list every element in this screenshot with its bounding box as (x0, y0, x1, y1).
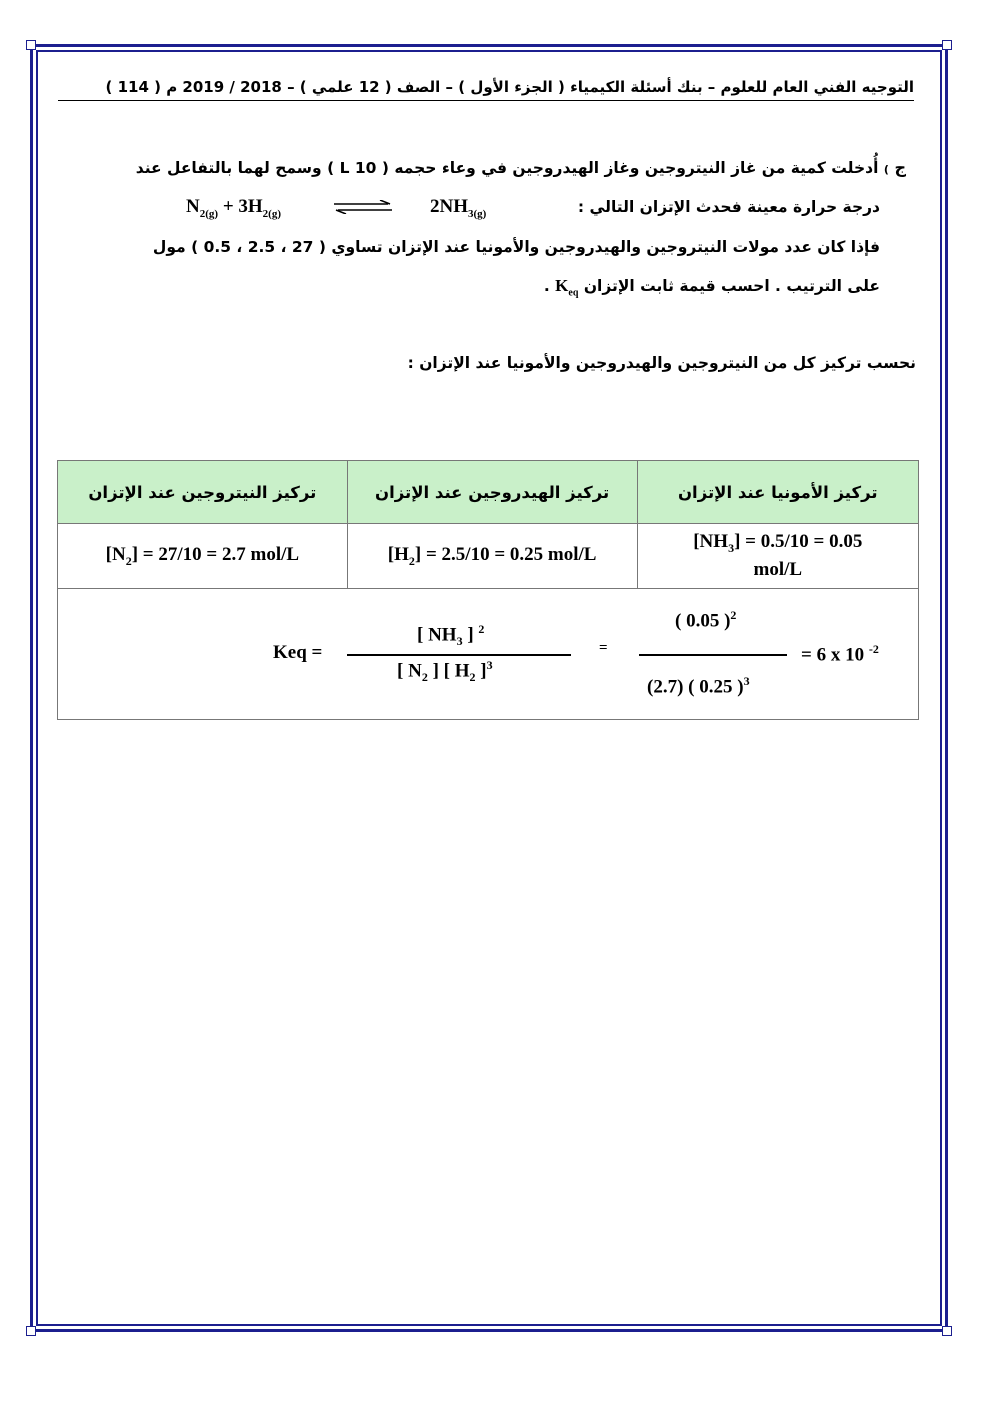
equals-sign: = (599, 640, 608, 656)
instruction-line (408, 354, 916, 372)
question-line-3 (153, 238, 880, 256)
question-text-3: فإذا كان عدد مولات النيتروجين والهيدروجين والأمونيا عند الإتزان تساوي ( 27 ، 2.5 ، 0.5 ) مول (152, 238, 880, 256)
header-n2: تركيز النيتروجين عند الإتزان (58, 461, 348, 524)
question-text-4: على الترتيب . احسب قيمة ثابت الإتزان (583, 277, 880, 295)
question-line-4: على الترتيب . احسب قيمة ثابت الإتزان $K_{eq}$ . (543, 276, 880, 299)
question-text-2: درجة حرارة معينة فحدث الإتزان التالي : (577, 198, 880, 216)
header-h2: تركيز الهيدروجين عند الإتزان (347, 461, 637, 524)
frame-corner (942, 1326, 952, 1336)
expr-numerator: [ $NH_3$ ] $^2$ (417, 622, 485, 649)
fraction-bar (639, 654, 787, 656)
frame-corner (942, 40, 952, 50)
keq-symbol: $K_{eq}$ (555, 276, 579, 299)
equilibrium-arrow-icon (332, 200, 394, 214)
expr-denominator: [ $N_2$ ] [ $H_2$ ]$^3$ (397, 658, 493, 685)
question-text-1: أُدخلت كمية من غاز النيتروجين وغاز الهيدروجين في وعاء حجمه ( 10 L ) وسمح لهما بالتفاعل عند (135, 159, 879, 177)
value-numerator: ( 0.05 )$^2$ (675, 608, 737, 632)
keq-label: Keq = (273, 642, 323, 663)
frame-corner (26, 40, 36, 50)
fraction-bar (347, 654, 571, 656)
keq-result: = 6 x 10 $^{-2}$ (801, 642, 879, 666)
keq-calculation (58, 589, 919, 720)
h2-concentration: $[H_2] = 2.5/10 = 0.25$ mol/L (347, 524, 637, 589)
header-nh3: تركيز الأمونيا عند الإتزان (637, 461, 918, 524)
question-line-1 (136, 158, 906, 177)
calculation-row (58, 589, 919, 720)
n2-concentration: $[N_2] = 27/10 = 2.7$ mol/L (58, 524, 348, 589)
frame-corner (26, 1326, 36, 1336)
nh3-concentration: $[NH_3] = 0.5/10 = 0.05$ mol/L (637, 524, 918, 589)
question-letter: ج ) (883, 158, 906, 177)
page-header: التوجيه الفني العام للعلوم – بنك أسئلة الكيمياء ( الجزء الأول ) – الصف ( 12 علمي ) – 2018 / 2019 م ( 114 ) (58, 76, 914, 101)
question-line-2 (578, 198, 880, 216)
table-header-row (58, 461, 919, 524)
instruction-text: نحسب تركيز كل من النيتروجين والهيدروجين والأمونيا عند الإتزان : (407, 354, 916, 372)
table-row (58, 524, 919, 589)
value-denominator: (2.7) ( 0.25 )$^3$ (647, 674, 750, 698)
reaction-reactants: $N_{2(g)} + 3H_{2(g)}$ (186, 196, 281, 220)
concentration-table (57, 460, 919, 720)
reaction-product: $2NH_{3(g)}$ (430, 196, 487, 220)
